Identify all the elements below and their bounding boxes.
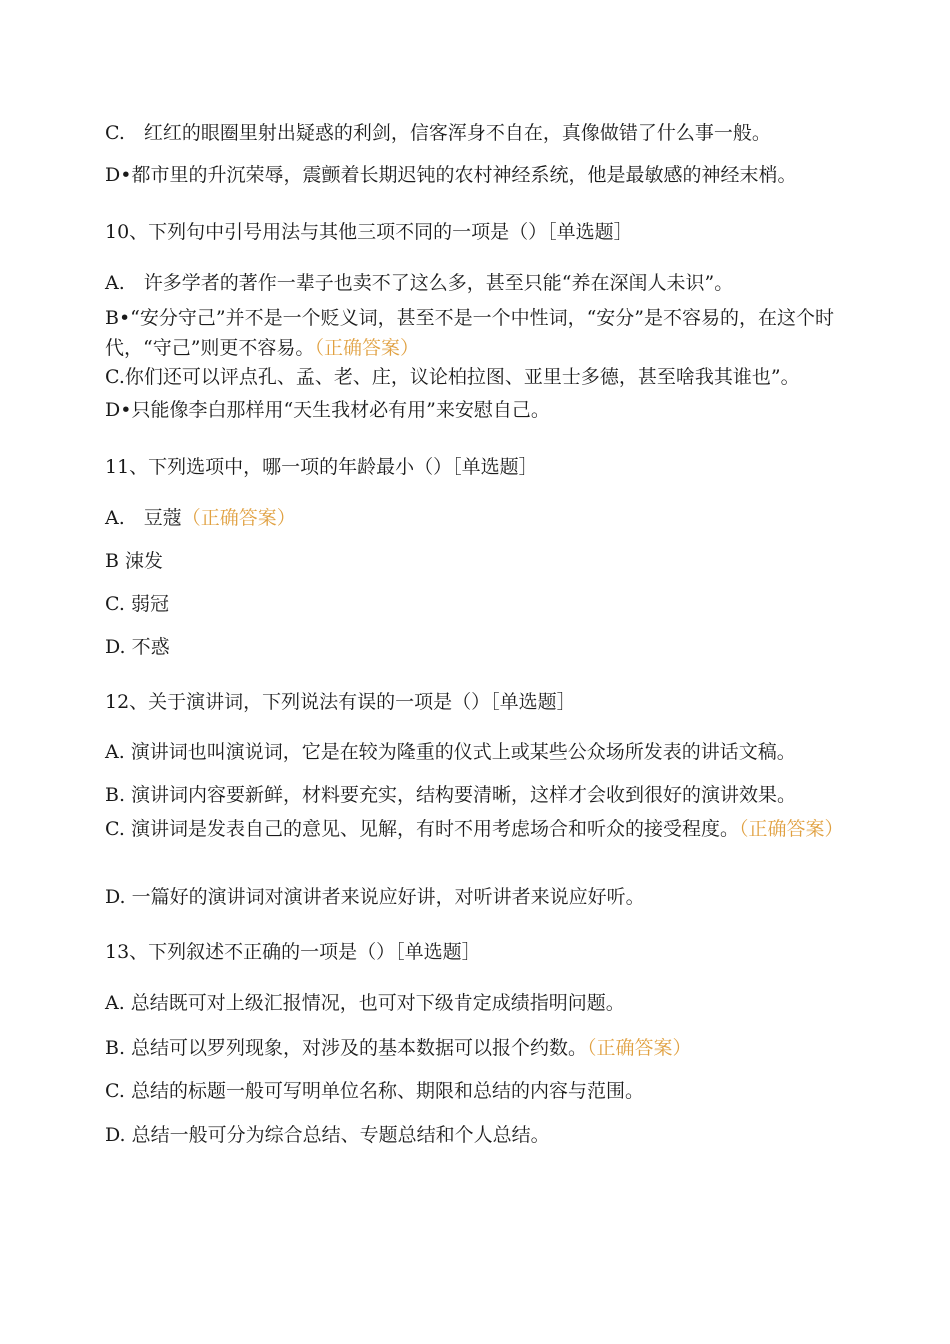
correct-answer-marker: （正确答案） <box>738 818 844 840</box>
q13-question: 13、下列叙述不正确的一项是（）［单选题］ <box>105 941 481 963</box>
q12-question: 12、关于演讲词，下列说法有误的一项是（）［单选题］ <box>105 691 576 713</box>
q10-option-d: D•只能像李白那样用“天生我材必有用”来安慰自己。 <box>105 399 550 421</box>
q11-option-a <box>105 503 845 533</box>
correct-answer-marker: （正确答案） <box>314 337 419 359</box>
q11-question: 11、下列选项中，哪一项的年龄最小（）［单选题］ <box>105 456 538 478</box>
q11-option-d: D. 不惑 <box>105 636 170 658</box>
q12-option-a: A. 演讲词也叫演说词，它是在较为隆重的仪式上或某些公众场所发表的讲话文稿。 <box>105 741 796 763</box>
q11-option-c: C. 弱冠 <box>105 593 169 615</box>
correct-answer-marker: （正确答案） <box>587 1037 692 1059</box>
q11-option-b: B 涑发 <box>105 550 164 572</box>
q10-option-b <box>105 303 845 363</box>
q13-option-a: A. 总结既可对上级汇报情况，也可对下级肯定成绩指明问题。 <box>105 992 625 1014</box>
q13-option-b-text: B. 总结可以罗列现象，对涉及的基本数据可以报个约数。 <box>105 1037 588 1059</box>
q12-option-c <box>105 814 845 844</box>
q13-option-c: C. 总结的标题一般可写明单位名称、期限和总结的内容与范围。 <box>105 1080 644 1102</box>
q11-option-a-text: A. 豆蔻 <box>105 507 182 529</box>
q10-question: 10、下列句中引号用法与其他三项不同的一项是（）［单选题］ <box>105 221 633 243</box>
q10-option-c: C.你们还可以评点孔、孟、老、庄，议论柏拉图、亚里士多德，甚至啥我其谁也”。 <box>105 366 800 388</box>
q9-option-c: C. 红红的眼圈里射出疑惑的利剑，信客浑身不自在，真像做错了什么事一般。 <box>105 122 771 144</box>
q12-option-b: B. 演讲词内容要新鲜，材料要充实，结构要清晰，这样才会收到很好的演讲效果。 <box>105 784 797 806</box>
correct-answer-marker: （正确答案） <box>181 507 296 529</box>
q10-option-a: A. 许多学者的著作一辈子也卖不了这么多，甚至只能“养在深闺人未识”。 <box>105 272 734 294</box>
q13-option-d: D. 总结一般可分为综合总结、专题总结和个人总结。 <box>105 1124 550 1146</box>
q9-option-d: D•都市里的升沉荣辱，震颤着长期迟钝的农村神经系统，他是最敏感的神经末梢。 <box>105 164 797 186</box>
q13-option-b <box>105 1033 845 1063</box>
q10-option-b-text: B•“安分守己”并不是一个贬义词，甚至不是一个中性词，“安分”是不容易的，在这个时代，“守己”则更不容易。 <box>105 307 835 359</box>
q12-option-d: D. 一篇好的演讲词对演讲者来说应好讲，对听讲者来说应好听。 <box>105 886 645 908</box>
q12-option-c-text: C. 演讲词是发表自己的意见、见解，有时不用考虑场合和听众的接受程度。 <box>105 818 739 840</box>
